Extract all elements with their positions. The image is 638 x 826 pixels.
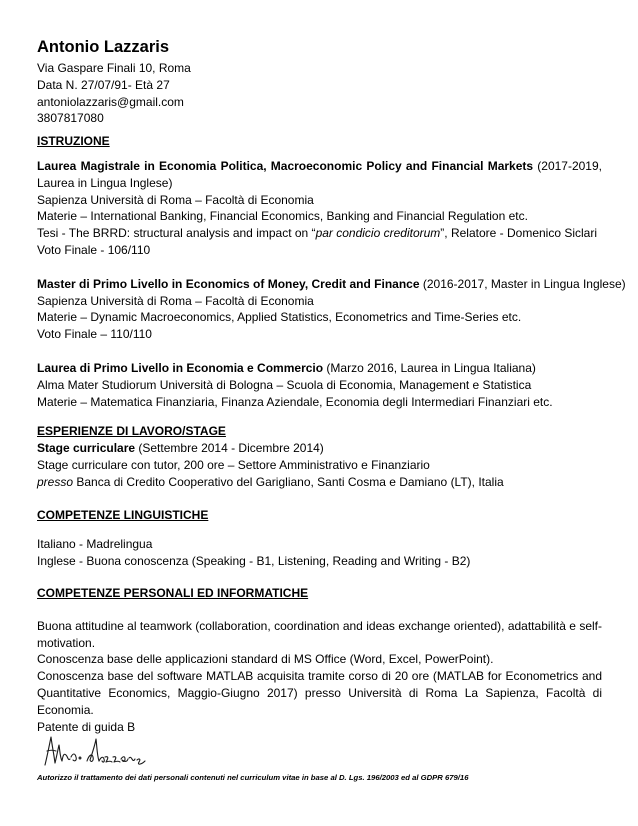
degree-title: Master di Primo Livello in Economics of Money, Credit and Finance bbox=[37, 276, 420, 291]
degree-school: Alma Mater Studiorum Università di Bologna – Scuola di Economia, Management e Statistica bbox=[37, 377, 532, 392]
skill-office: Conoscenza base delle applicazioni standard di MS Office (Word, Excel, PowerPoint). bbox=[37, 652, 494, 667]
driving-license: Patente di guida B bbox=[37, 719, 136, 734]
degree-thesis bbox=[37, 225, 602, 242]
address: Via Gaspare Finali 10, Roma bbox=[37, 61, 191, 75]
degree-title: Laurea di Primo Livello in Economia e Commercio bbox=[37, 360, 324, 375]
section-heading-istruzione: ISTRUZIONE bbox=[37, 134, 110, 149]
education-entry bbox=[37, 276, 626, 343]
section-heading-lingue: COMPETENZE LINGUISTICHE bbox=[37, 507, 209, 522]
language-italiano: Italiano - Madrelingua bbox=[37, 537, 153, 552]
languages bbox=[37, 536, 602, 570]
personal-skills bbox=[37, 618, 602, 736]
candidate-name: Antonio Lazzaris bbox=[37, 38, 170, 56]
thesis-italic: par condicio creditorum bbox=[315, 226, 441, 241]
education-entry bbox=[37, 360, 602, 410]
work-description: Stage curriculare con tutor, 200 ore – Settore Amministrativo e Finanziario bbox=[37, 457, 430, 472]
phone: 3807817080 bbox=[37, 111, 104, 126]
degree-title: Laurea Magistrale in Economia Politica, Macroeconomic Policy and Financial Markets bbox=[37, 158, 534, 173]
degree-meta: (2017-2019, Laurea in Lingua Inglese) bbox=[37, 158, 602, 190]
privacy-authorization-footer: Autorizzo il trattamento dei dati personali contenuti nel curriculum vitae in base al D. Lgs. 196/2003 ed al GDPR 679/16 bbox=[37, 773, 469, 782]
language-inglese: Inglese - Buona conoscenza (Speaking - B1, Listening, Reading and Writing - B2) bbox=[37, 554, 471, 569]
email: antoniolazzaris@gmail.com bbox=[37, 94, 184, 109]
thesis-suffix: ”, Relatore - Domenico Siclari bbox=[440, 226, 598, 241]
work-place bbox=[37, 474, 602, 491]
section-heading-esperienze: ESPERIENZE DI LAVORO/STAGE bbox=[37, 424, 226, 439]
education-entry bbox=[37, 158, 602, 259]
thesis-prefix: Tesi - The BRRD: structural analysis and impact on “ bbox=[37, 226, 316, 241]
degree-school: Sapienza Università di Roma – Facoltà di Economia bbox=[37, 192, 314, 207]
degree-meta: (Marzo 2016, Laurea in Lingua Italiana) bbox=[323, 360, 536, 375]
work-meta: (Settembre 2014 - Dicembre 2014) bbox=[135, 441, 324, 456]
degree-school: Sapienza Università di Roma – Facoltà di Economia bbox=[37, 293, 314, 308]
degree-title-line bbox=[37, 158, 602, 192]
birth-date: Data N. 27/07/91- Età 27 bbox=[37, 77, 170, 92]
work-title: Stage curriculare bbox=[37, 441, 136, 456]
degree-subjects: Materie – Matematica Finanziaria, Finanza Aziendale, Economia degli Intermediari Finanziari etc. bbox=[37, 394, 553, 409]
degree-grade: Voto Finale – 110/110 bbox=[37, 327, 152, 342]
degree-subjects: Materie – International Banking, Financial Economics, Banking and Financial Regulation etc. bbox=[37, 209, 528, 224]
work-title-line bbox=[37, 440, 602, 457]
degree-subjects: Materie – Dynamic Macroeconomics, Applied Statistics, Econometrics and Time-Series etc. bbox=[37, 310, 522, 325]
work-entry bbox=[37, 440, 602, 490]
work-place-text: Banca di Credito Cooperativo del Garigliano, Santi Cosma e Damiano (LT), Italia bbox=[73, 474, 504, 489]
cv-page bbox=[37, 36, 626, 735]
skill-matlab: Conoscenza base del software MATLAB acquisita tramite corso di 20 ore (MATLAB for Econometrics and Quantitative Economics, Maggio-Giugno 2017) presso Università di Roma La Sapienza, Facoltà di Economia. bbox=[37, 669, 602, 717]
presso-italic: presso bbox=[37, 474, 74, 489]
section-heading-personali: COMPETENZE PERSONALI ED INFORMATICHE bbox=[37, 585, 309, 600]
skill-teamwork: Buona attitudine al teamwork (collaboration, coordination and ideas exchange oriented), adattabilità e self-motivation. bbox=[37, 618, 602, 650]
degree-title-line bbox=[37, 276, 626, 293]
degree-meta: (2016-2017, Master in Lingua Inglese) bbox=[419, 276, 626, 291]
degree-title-line bbox=[37, 360, 602, 377]
handwritten-signature bbox=[41, 731, 151, 769]
degree-grade: Voto Finale - 106/110 bbox=[37, 242, 151, 257]
